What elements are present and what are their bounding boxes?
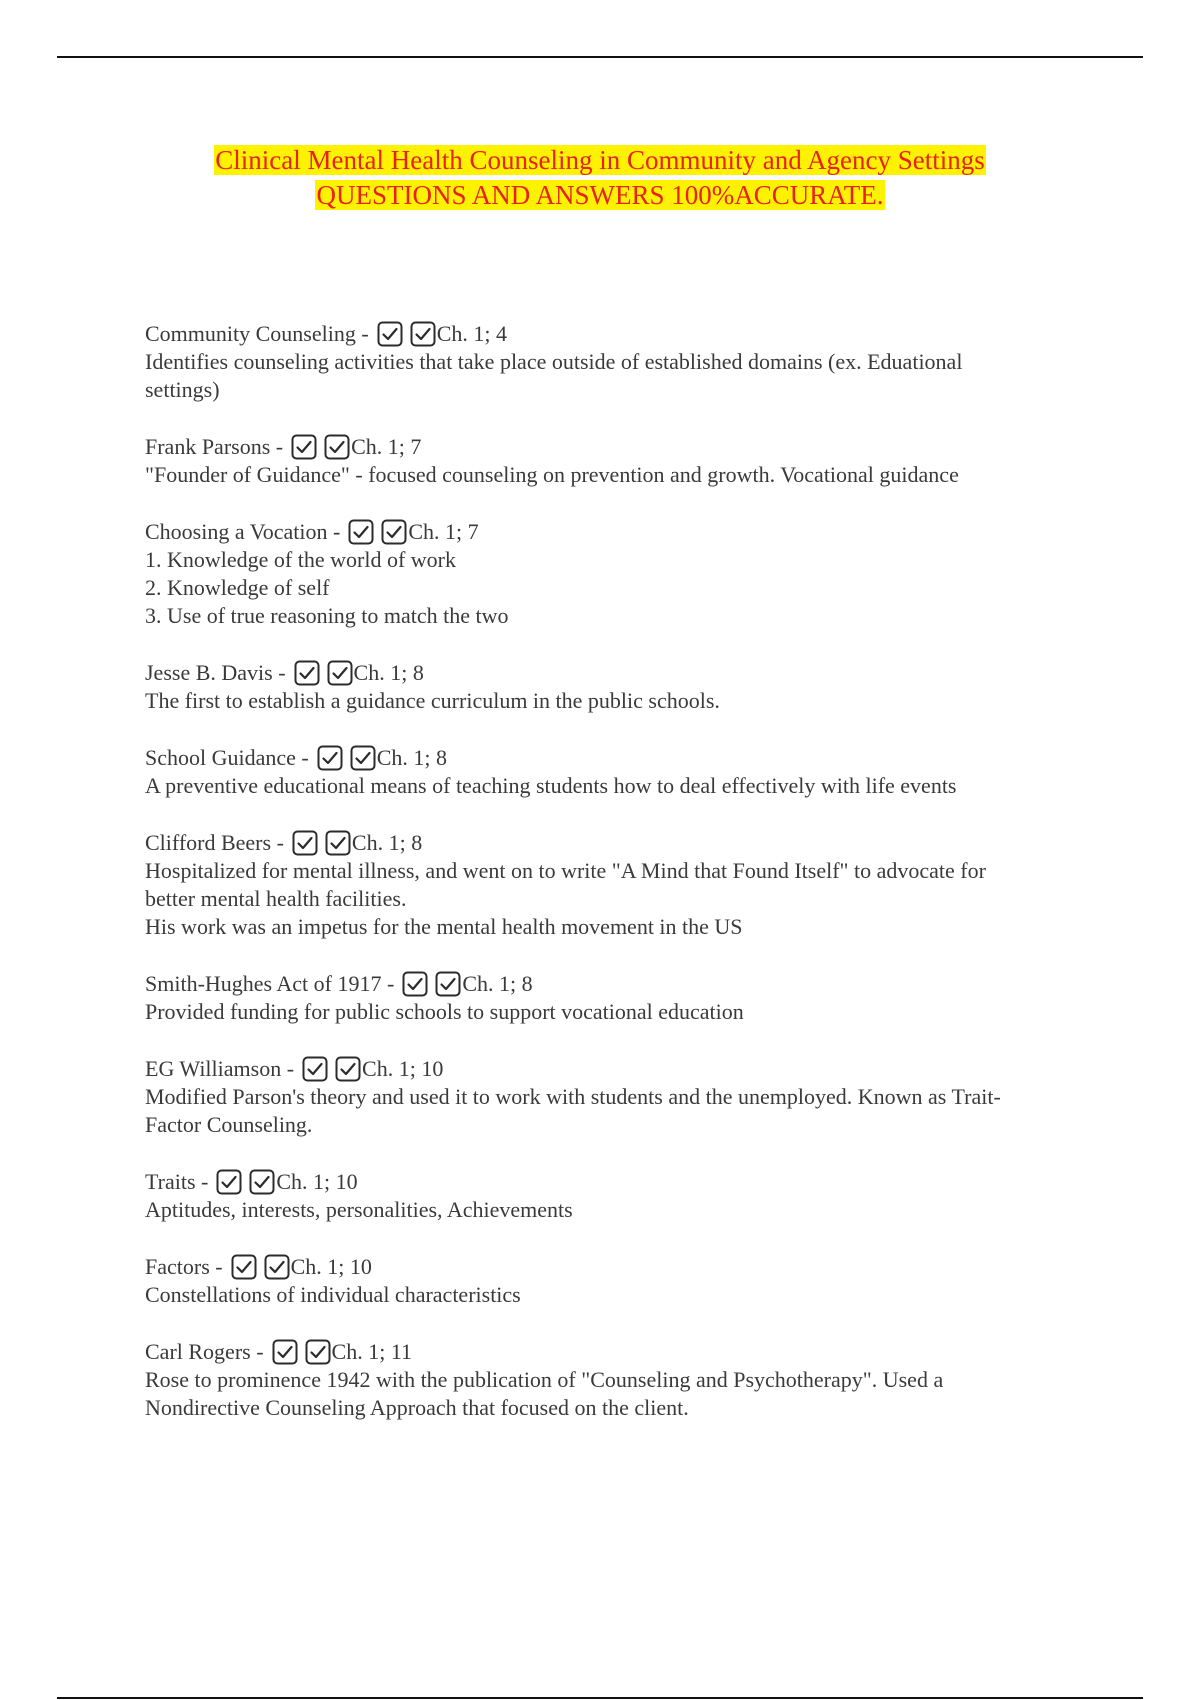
term-line (145, 659, 1095, 687)
checkbox-checked-icon (317, 745, 343, 771)
term-label: Clifford Beers - (145, 830, 284, 855)
term-line (145, 1338, 1095, 1366)
chapter-reference: Ch. 1; 4 (436, 321, 507, 346)
chapter-reference: Ch. 1; 8 (351, 830, 423, 855)
definition-line: Modified Parson's theory and used it to work with students and the unemployed. Known as Trait- (145, 1084, 1001, 1109)
checkbox-checked-icon (249, 1169, 275, 1195)
definition-line: Rose to prominence 1942 with the publication of "Counseling and Psychotherapy". Used a (145, 1367, 944, 1392)
chapter-reference: Ch. 1; 10 (362, 1056, 444, 1081)
term-line (145, 518, 1095, 546)
term-line (145, 433, 1095, 461)
chapter-reference: Ch. 1; 11 (331, 1339, 413, 1364)
bottom-rule (57, 1697, 1143, 1699)
definition-line: 2. Knowledge of self (145, 575, 330, 600)
term-line (145, 1168, 1095, 1196)
term-label: Frank Parsons - (145, 434, 284, 459)
definition-line: The first to establish a guidance curriculum in the public schools. (145, 688, 720, 713)
definition-line: Constellations of individual characteristics (145, 1282, 521, 1307)
term-line (145, 829, 1095, 857)
term-label: Choosing a Vocation - (145, 519, 341, 544)
term-label: Carl Rogers - (145, 1339, 264, 1364)
definition-line: A preventive educational means of teaching students how to deal effectively with life events (145, 773, 957, 798)
checkbox-checked-icon (231, 1254, 257, 1280)
definition-line: 3. Use of true reasoning to match the two (145, 603, 509, 628)
term-line (145, 1055, 1095, 1083)
checkbox-checked-icon (302, 1056, 328, 1082)
checkbox-checked-icon (305, 1339, 331, 1365)
term-label: School Guidance - (145, 745, 309, 770)
definition-line: settings) (145, 377, 220, 402)
chapter-reference: Ch. 1; 7 (351, 434, 422, 459)
term-line (145, 970, 1095, 998)
qa-entry (145, 659, 1095, 715)
title-line-1: Clinical Mental Health Counseling in Community and Agency Settings (215, 145, 985, 175)
checkbox-checked-icon (216, 1169, 242, 1195)
qa-entry (145, 433, 1095, 489)
term-line (145, 1253, 1095, 1281)
checkbox-checked-icon (350, 745, 376, 771)
qa-entry (145, 518, 1095, 630)
qa-entry (145, 744, 1095, 800)
qa-list (145, 320, 1095, 1451)
checkbox-checked-icon (381, 519, 407, 545)
term-line (145, 320, 1095, 348)
term-line (145, 744, 1095, 772)
checkbox-checked-icon (292, 830, 318, 856)
checkbox-checked-icon (402, 971, 428, 997)
chapter-reference: Ch. 1; 8 (462, 971, 533, 996)
checkbox-checked-icon (327, 660, 353, 686)
definition-line: Nondirective Counseling Approach that focused on the client. (145, 1395, 689, 1420)
definition-line: Provided funding for public schools to support vocational education (145, 999, 744, 1024)
checkbox-checked-icon (348, 519, 374, 545)
checkbox-checked-icon (264, 1254, 290, 1280)
checkbox-checked-icon (335, 1056, 361, 1082)
qa-entry (145, 829, 1095, 941)
term-label: Jesse B. Davis - (145, 660, 286, 685)
definition-line: better mental health facilities. (145, 886, 407, 911)
qa-entry (145, 1055, 1095, 1139)
checkbox-checked-icon (272, 1339, 298, 1365)
term-label: EG Williamson - (145, 1056, 295, 1081)
qa-entry (145, 970, 1095, 1026)
qa-entry (145, 1253, 1095, 1309)
definition-line: Identifies counseling activities that take place outside of established domains (ex. Eduational (145, 349, 963, 374)
definition-line: "Founder of Guidance" - focused counseling on prevention and growth. Vocational guidance (145, 462, 959, 487)
checkbox-checked-icon (325, 830, 351, 856)
chapter-reference: Ch. 1; 10 (276, 1169, 358, 1194)
definition-line: Hospitalized for mental illness, and went on to write "A Mind that Found Itself" to advocate for (145, 858, 986, 883)
term-label: Smith-Hughes Act of 1917 - (145, 971, 395, 996)
term-label: Factors - (145, 1254, 223, 1279)
qa-entry (145, 1338, 1095, 1422)
chapter-reference: Ch. 1; 10 (290, 1254, 372, 1279)
checkbox-checked-icon (377, 321, 403, 347)
top-rule (57, 56, 1143, 58)
checkbox-checked-icon (294, 660, 320, 686)
definition-line: Aptitudes, interests, personalities, Achievements (145, 1197, 573, 1222)
chapter-reference: Ch. 1; 7 (408, 519, 479, 544)
qa-entry (145, 320, 1095, 404)
checkbox-checked-icon (435, 971, 461, 997)
chapter-reference: Ch. 1; 8 (376, 745, 448, 770)
document-title (0, 143, 1200, 213)
checkbox-checked-icon (410, 321, 436, 347)
checkbox-checked-icon (324, 434, 350, 460)
term-label: Traits - (145, 1169, 209, 1194)
definition-line: His work was an impetus for the mental health movement in the US (145, 914, 743, 939)
qa-entry (145, 1168, 1095, 1224)
definition-line: 1. Knowledge of the world of work (145, 547, 456, 572)
checkbox-checked-icon (291, 434, 317, 460)
definition-line: Factor Counseling. (145, 1112, 313, 1137)
term-label: Community Counseling - (145, 321, 369, 346)
chapter-reference: Ch. 1; 8 (353, 660, 424, 685)
title-line-2: QUESTIONS AND ANSWERS 100%ACCURATE. (316, 180, 884, 210)
